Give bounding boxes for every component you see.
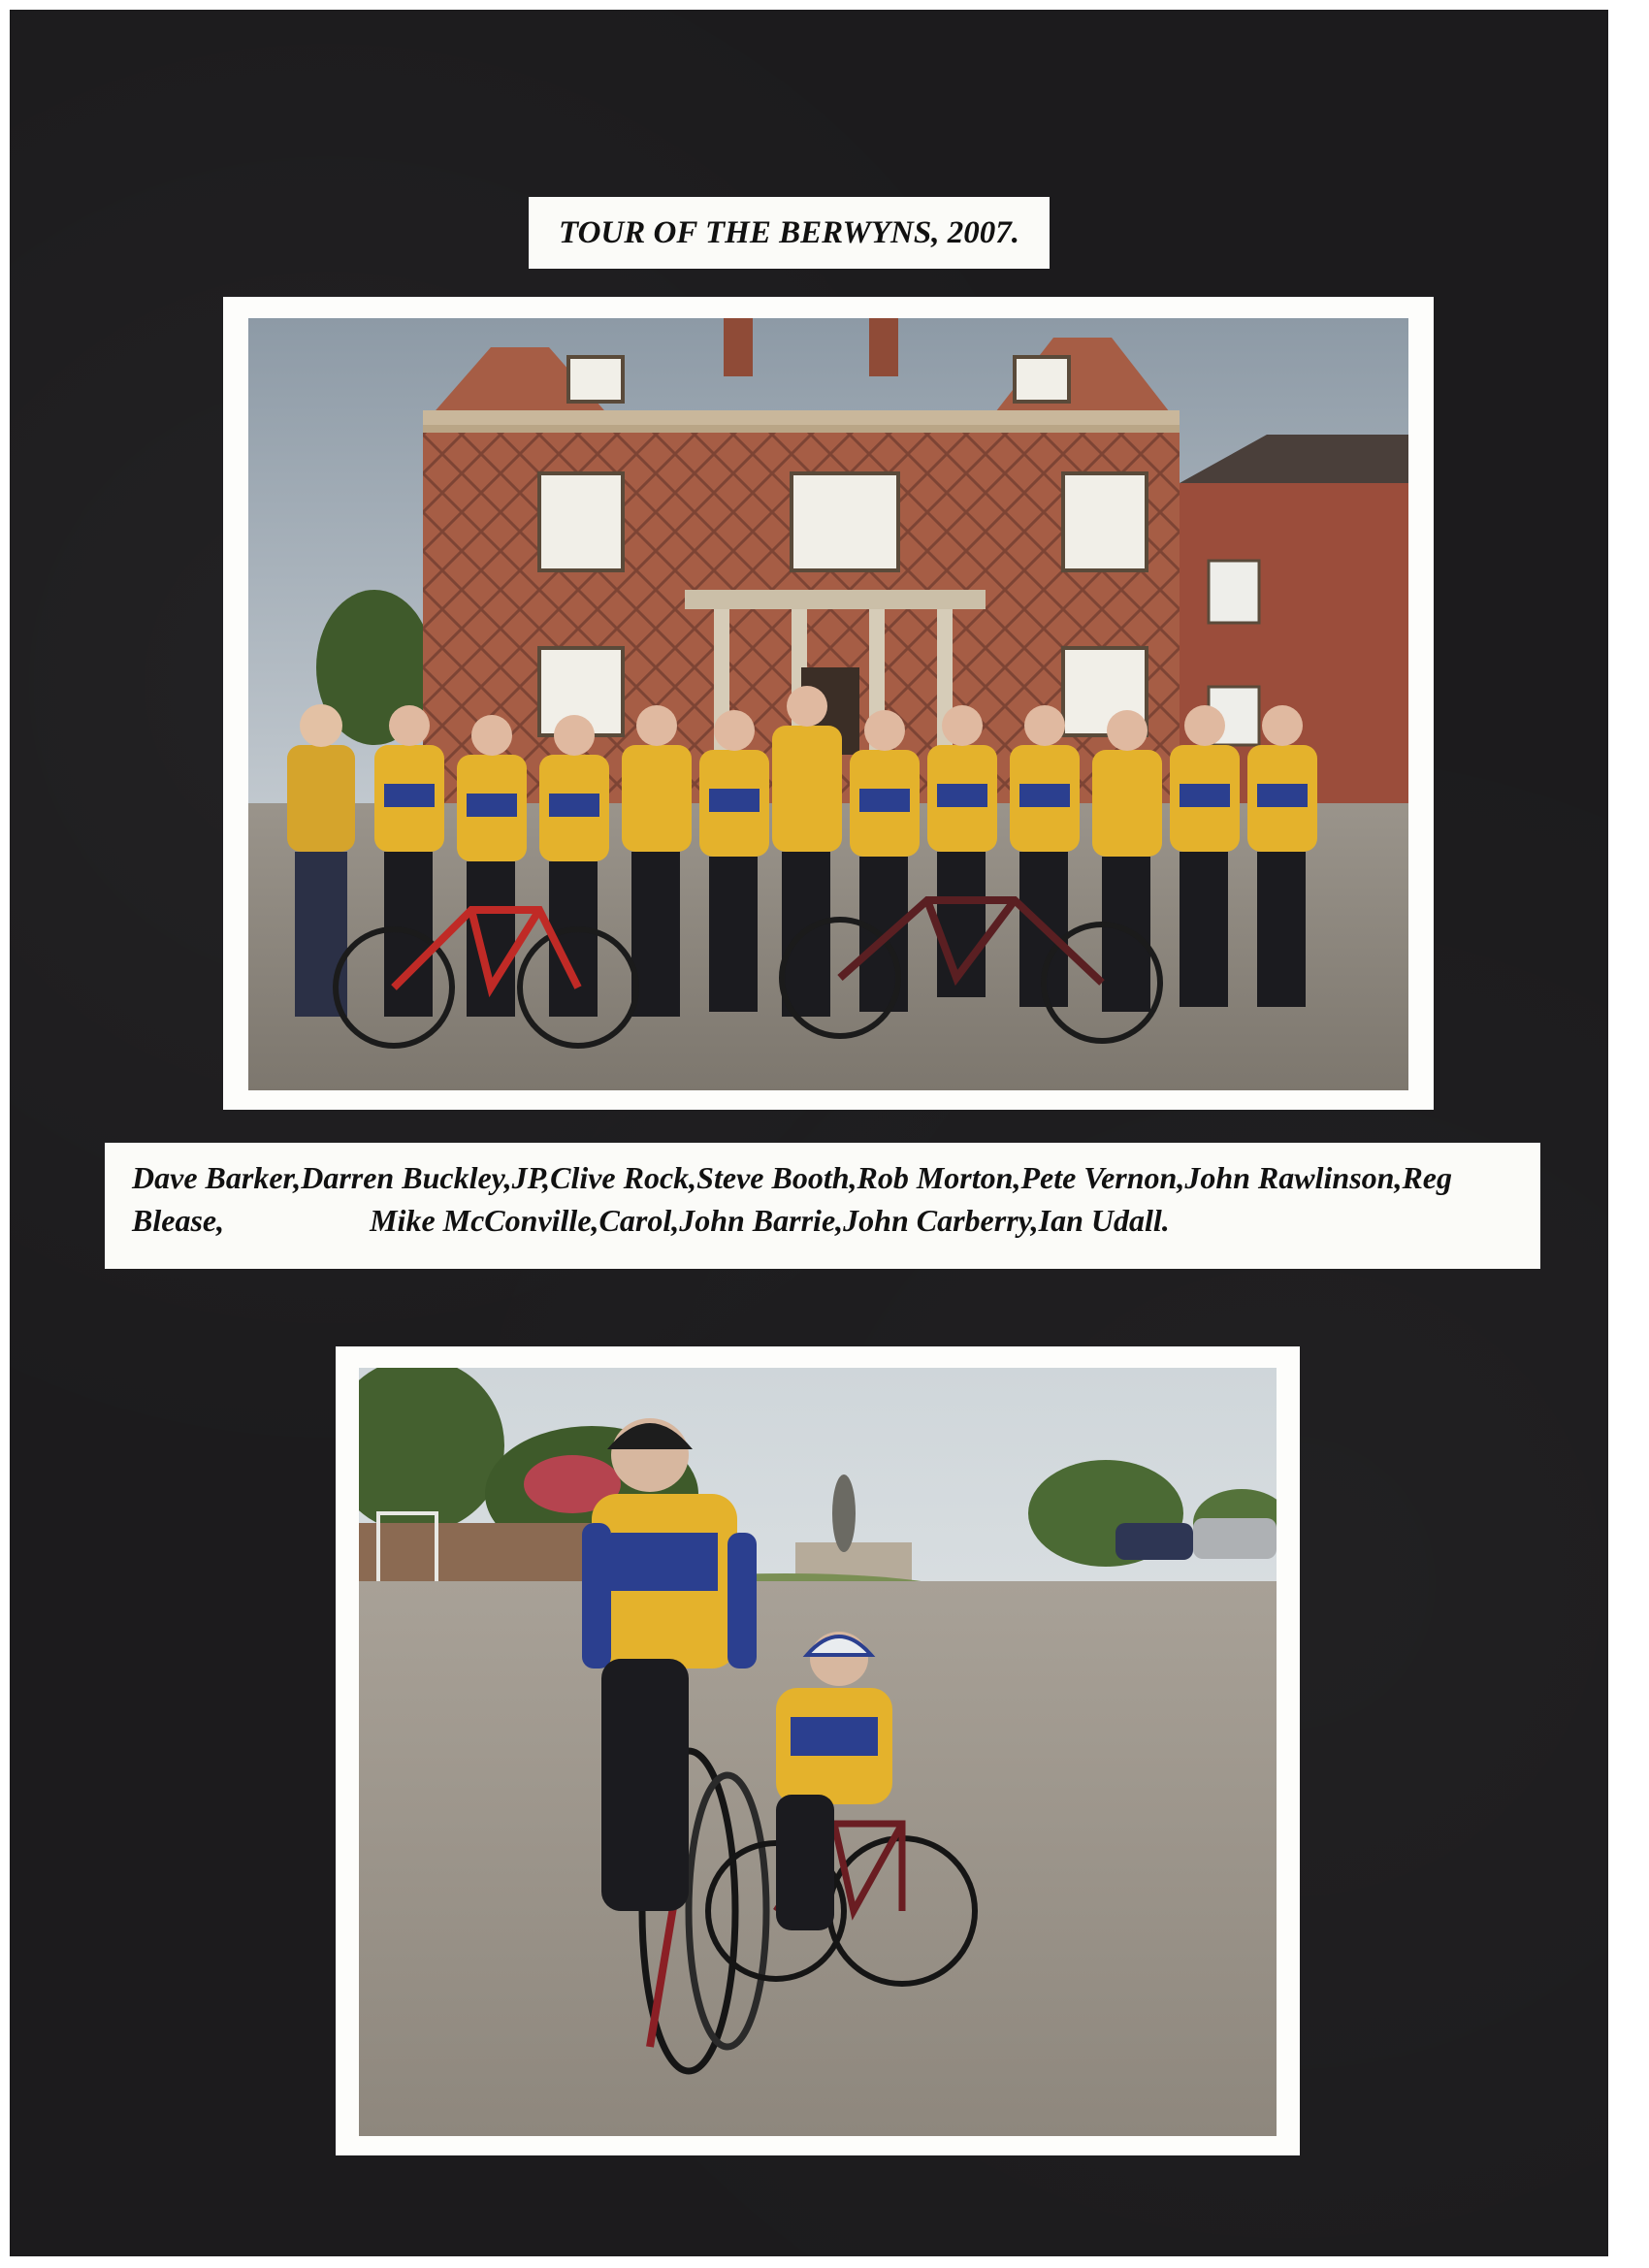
group-photo bbox=[248, 318, 1408, 1090]
riders-photo-illustration bbox=[359, 1368, 1277, 2136]
names-caption bbox=[105, 1143, 1540, 1269]
photo-frame-top bbox=[223, 297, 1434, 1110]
caption-line-2 bbox=[132, 1199, 1517, 1242]
photo-frame-bottom bbox=[336, 1346, 1300, 2155]
riders-photo bbox=[359, 1368, 1277, 2136]
caption-line-2-start: Blease, bbox=[132, 1203, 225, 1238]
page-title: TOUR OF THE BERWYNS, 2007. bbox=[529, 197, 1050, 269]
group-photo-illustration bbox=[248, 318, 1408, 1090]
caption-line-2-rest: Mike McConville,Carol,John Barrie,John Carberry,Ian Udall. bbox=[370, 1203, 1170, 1238]
caption-line-1: Dave Barker,Darren Buckley,JP,Clive Rock,Steve Booth,Rob Morton,Pete Vernon,John Rawlinson,Reg bbox=[132, 1160, 1452, 1195]
rider-figure bbox=[287, 704, 355, 1017]
